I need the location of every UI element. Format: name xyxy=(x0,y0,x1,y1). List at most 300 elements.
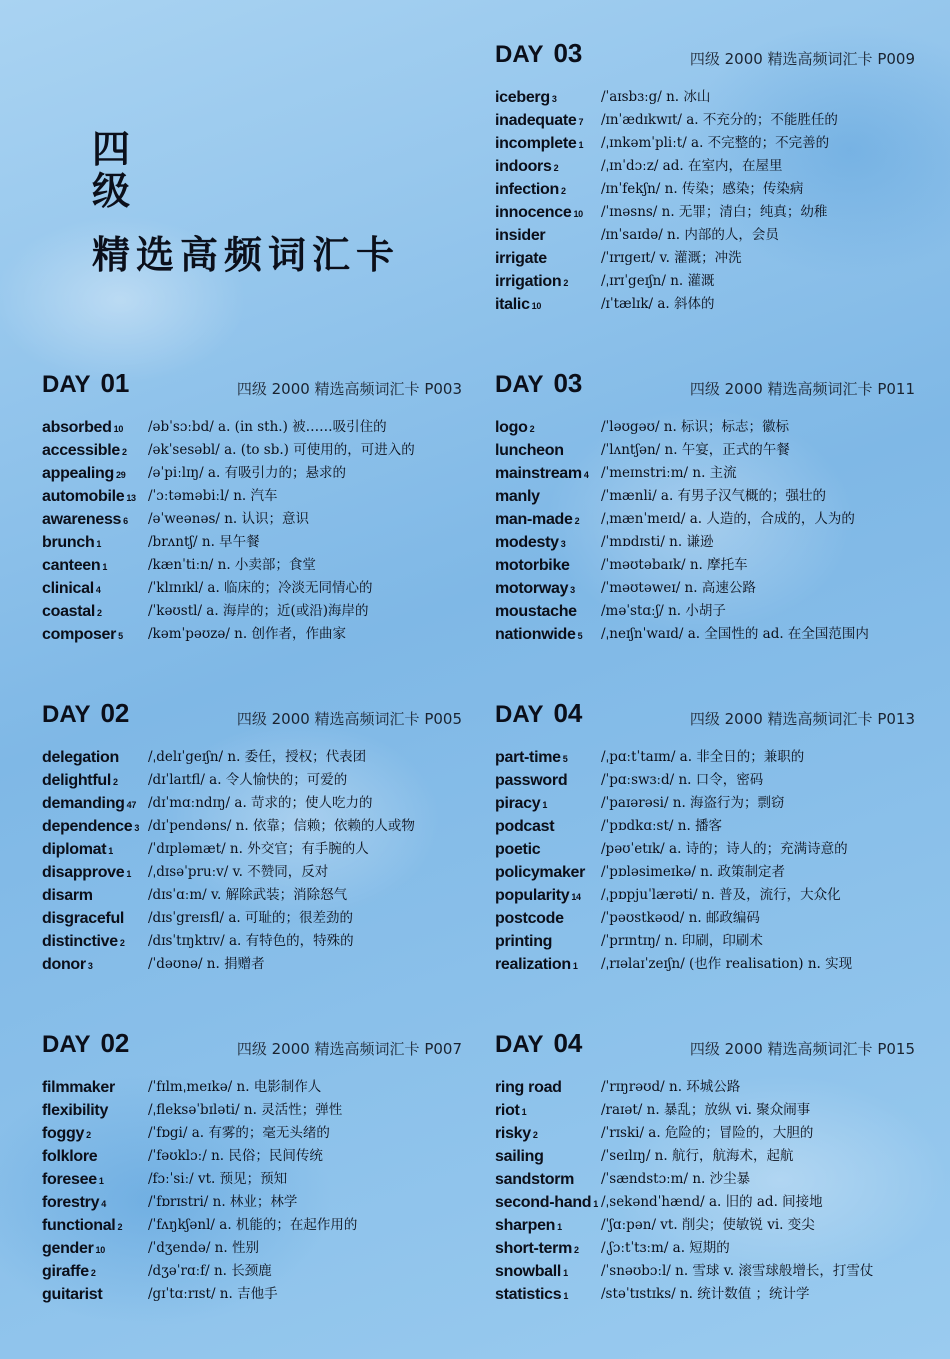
headword: realization xyxy=(495,956,571,973)
definition: /dɪsˈgreɪsfl/ a. 可耻的；很差劲的 xyxy=(148,910,353,926)
headword: automobile xyxy=(42,488,125,505)
definition: /ˌneɪʃnˈwaɪd/ a. 全国性的 ad. 在全国范围内 xyxy=(601,626,869,642)
word-cell xyxy=(495,838,601,861)
word-row xyxy=(495,155,915,178)
headword: sharpen xyxy=(495,1217,556,1234)
definition: /ˌdelɪˈgeɪʃn/ n. 委任，授权；代表团 xyxy=(148,749,367,765)
section-header xyxy=(42,1028,462,1068)
word-cell xyxy=(495,907,601,930)
headword: awareness xyxy=(42,511,122,528)
frequency-count: 3 xyxy=(134,823,140,833)
title-line-3: 精选高频词汇卡 xyxy=(92,233,401,277)
definition: /ˈpɒdkɑːst/ n. 播客 xyxy=(601,818,723,834)
frequency-count: 6 xyxy=(123,516,128,526)
headword: sandstorm xyxy=(495,1171,575,1188)
word-cell xyxy=(42,439,148,462)
day-number: 04 xyxy=(553,698,583,728)
headword: mainstream xyxy=(495,465,582,482)
word-cell xyxy=(495,554,601,577)
word-row xyxy=(42,769,462,792)
day-number: 03 xyxy=(553,38,583,68)
definition: /ˌrɪəlaɪˈzeɪʃn/ (也作 realisation) n. 实现 xyxy=(601,956,853,972)
word-cell xyxy=(42,1260,148,1283)
headword: poetic xyxy=(495,841,541,858)
word-cell xyxy=(495,531,601,554)
cover-title xyxy=(92,128,400,276)
frequency-count: 5 xyxy=(118,631,123,641)
word-cell xyxy=(495,1237,601,1260)
word-cell xyxy=(495,930,601,953)
word-row xyxy=(42,508,462,531)
headword: disarm xyxy=(42,887,93,904)
word-cell xyxy=(42,1122,148,1145)
frequency-count: 1 xyxy=(102,562,108,572)
word-cell xyxy=(42,577,148,600)
word-cell xyxy=(495,224,601,247)
definition: /əkˈsesəbl/ a. (to sb.) 可使用的，可进入的 xyxy=(148,442,415,458)
definition: /ˌmænˈmeɪd/ a. 人造的，合成的，人为的 xyxy=(601,511,855,527)
headword: statistics xyxy=(495,1286,562,1303)
definition: /ˈlʌntʃən/ n. 午宴，正式的午餐 xyxy=(601,442,790,458)
frequency-count: 2 xyxy=(574,516,580,526)
headword: modesty xyxy=(495,534,559,551)
definition: /əˈweənəs/ n. 认识；意识 xyxy=(148,511,310,527)
word-list xyxy=(42,1076,462,1306)
word-row xyxy=(495,224,915,247)
word-cell xyxy=(42,884,148,907)
section-header xyxy=(495,368,915,408)
frequency-count: 2 xyxy=(119,938,125,948)
definition: /ɪnˈsaɪdə/ n. 内部的人，会员 xyxy=(601,227,779,243)
definition: /dɪˈmɑːndɪŋ/ a. 苛求的；使人吃力的 xyxy=(148,795,373,811)
definition: /ˈpɑːswɜːd/ n. 口令，密码 xyxy=(601,772,764,788)
frequency-count: 3 xyxy=(551,94,557,104)
definition: /ˈsnəʊbɔːl/ n. 雪球 v. 滚雪球般增长，打雪仗 xyxy=(601,1263,874,1279)
word-row xyxy=(495,838,915,861)
definition: /ˈfɒrɪstri/ n. 林业；林学 xyxy=(148,1194,298,1210)
word-row xyxy=(495,746,915,769)
word-row xyxy=(495,577,915,600)
headword: indoors xyxy=(495,158,552,175)
day-number: 03 xyxy=(553,368,583,398)
headword: delightful xyxy=(42,772,111,789)
word-cell xyxy=(495,508,601,531)
headword: part-time xyxy=(495,749,561,766)
word-list xyxy=(495,416,915,646)
word-cell xyxy=(42,508,148,531)
word-cell xyxy=(42,1168,148,1191)
word-cell xyxy=(495,861,601,884)
word-cell xyxy=(42,746,148,769)
frequency-count: 3 xyxy=(560,539,566,549)
word-cell xyxy=(42,531,148,554)
definition: /ɪnˈfekʃn/ n. 传染；感染；传染病 xyxy=(601,181,804,197)
frequency-count: 1 xyxy=(542,800,548,810)
definition: /fɔːˈsiː/ vt. 预见；预知 xyxy=(148,1171,288,1187)
definition: /ˈdəʊnə/ n. 捐赠者 xyxy=(148,956,265,972)
frequency-count: 2 xyxy=(97,608,102,618)
definition: /ˈpaɪərəsi/ n. 海盗行为；剽窃 xyxy=(601,795,785,811)
headword: printing xyxy=(495,933,553,950)
day-word: DAY xyxy=(495,701,544,728)
headword: coastal xyxy=(42,603,96,620)
headword: clinical xyxy=(42,580,94,597)
word-row xyxy=(495,1191,915,1214)
word-cell xyxy=(42,1099,148,1122)
definition: /ˌɪrɪˈgeɪʃn/ n. 灌溉 xyxy=(601,273,715,289)
word-row xyxy=(495,293,915,316)
definition: /ˈpəʊstkəʊd/ n. 邮政编码 xyxy=(601,910,760,926)
headword: piracy xyxy=(495,795,541,812)
definition: /məˈstɑːʃ/ n. 小胡子 xyxy=(601,603,726,619)
frequency-count: 1 xyxy=(572,961,578,971)
frequency-count: 2 xyxy=(113,777,118,787)
definition: /ˌɪnkəmˈpliːt/ a. 不完整的；不完善的 xyxy=(601,135,830,151)
headword: incomplete xyxy=(495,135,577,152)
word-cell xyxy=(495,86,601,109)
word-cell xyxy=(495,485,601,508)
definition: /ˈseɪlɪŋ/ n. 航行，航海术，起航 xyxy=(601,1148,794,1164)
word-row xyxy=(495,930,915,953)
frequency-count: 2 xyxy=(560,186,566,196)
definition: /ˈfɒgi/ a. 有雾的；毫无头绪的 xyxy=(148,1125,330,1141)
word-cell xyxy=(42,838,148,861)
word-row xyxy=(42,485,462,508)
definition: /ˌdɪsəˈpruːv/ v. 不赞同，反对 xyxy=(148,864,329,880)
headword: folklore xyxy=(42,1148,98,1165)
definition: /ˈfɪlmˌmeɪkə/ n. 电影制作人 xyxy=(148,1079,322,1095)
headword: policymaker xyxy=(495,864,586,881)
section-header xyxy=(495,698,915,738)
frequency-count: 1 xyxy=(96,539,102,549)
vocab-card-p009 xyxy=(495,38,915,316)
headword: appealing xyxy=(42,465,114,482)
frequency-count: 3 xyxy=(570,585,575,595)
definition: /ˈsændstɔːm/ n. 沙尘暴 xyxy=(601,1171,751,1187)
word-cell xyxy=(42,554,148,577)
frequency-count: 4 xyxy=(95,585,101,595)
word-row xyxy=(42,861,462,884)
word-row xyxy=(42,600,462,623)
word-row xyxy=(495,439,915,462)
word-row xyxy=(495,462,915,485)
word-cell xyxy=(495,1076,601,1099)
definition: /ˈɪrɪgeɪt/ v. 灌溉；冲洗 xyxy=(601,250,742,266)
frequency-count: 1 xyxy=(593,1199,598,1209)
frequency-count: 5 xyxy=(562,754,568,764)
day-word: DAY xyxy=(495,1031,544,1058)
day-word: DAY xyxy=(495,41,544,68)
definition: /əbˈsɔːbd/ a. (in sth.) 被……吸引住的 xyxy=(148,419,387,435)
headword: composer xyxy=(42,626,117,643)
day-number: 01 xyxy=(100,368,130,398)
word-cell xyxy=(495,293,601,316)
word-list xyxy=(495,746,915,976)
frequency-count: 2 xyxy=(117,1222,123,1232)
section-header xyxy=(42,698,462,738)
vocab-card-p013 xyxy=(495,698,915,976)
word-row xyxy=(42,838,462,861)
word-cell xyxy=(495,769,601,792)
definition: /ˌpɑːtˈtaɪm/ a. 非全日的；兼职的 xyxy=(601,749,805,765)
headword: foresee xyxy=(42,1171,97,1188)
day-label xyxy=(495,698,582,729)
headword: delegation xyxy=(42,749,120,766)
word-cell xyxy=(495,247,601,270)
day-word: DAY xyxy=(42,1031,91,1058)
word-list xyxy=(42,416,462,646)
word-row xyxy=(42,746,462,769)
word-row xyxy=(495,485,915,508)
word-cell xyxy=(42,600,148,623)
word-cell xyxy=(495,109,601,132)
day-label xyxy=(495,38,582,69)
definition: /ˈməʊtəbaɪk/ n. 摩托车 xyxy=(601,557,748,573)
definition: /ɪˈtælɪk/ a. 斜体的 xyxy=(601,296,715,312)
frequency-count: 1 xyxy=(108,846,113,856)
frequency-count: 1 xyxy=(98,1176,104,1186)
definition: /ˈrɪŋrəʊd/ n. 环城公路 xyxy=(601,1079,741,1095)
definition: /ˈmeɪnstriːm/ n. 主流 xyxy=(601,465,737,481)
word-row xyxy=(495,1099,915,1122)
word-cell xyxy=(495,201,601,224)
word-row xyxy=(495,109,915,132)
frequency-count: 4 xyxy=(101,1199,106,1209)
word-cell xyxy=(495,600,601,623)
word-row xyxy=(495,792,915,815)
headword: man-made xyxy=(495,511,573,528)
headword: functional xyxy=(42,1217,116,1234)
definition: /ˈrɪski/ a. 危险的；冒险的，大胆的 xyxy=(601,1125,814,1141)
word-row xyxy=(42,1214,462,1237)
word-cell xyxy=(495,792,601,815)
word-row xyxy=(495,1283,915,1306)
title-line-2: 级 xyxy=(92,169,132,213)
word-row xyxy=(495,1260,915,1283)
word-cell xyxy=(42,907,148,930)
word-row xyxy=(495,1237,915,1260)
frequency-count: 14 xyxy=(571,892,581,902)
day-number: 02 xyxy=(100,1028,130,1058)
word-cell xyxy=(495,439,601,462)
word-cell xyxy=(495,270,601,293)
title-line-1: 四 xyxy=(92,127,132,171)
frequency-count: 2 xyxy=(529,424,535,434)
headword: inadequate xyxy=(495,112,577,129)
word-row xyxy=(495,247,915,270)
word-row xyxy=(42,930,462,953)
word-row xyxy=(495,884,915,907)
word-row xyxy=(42,439,462,462)
definition: /brʌntʃ/ n. 早午餐 xyxy=(148,534,260,550)
word-row xyxy=(495,132,915,155)
definition: /ˈʃɑːpən/ vt. 削尖；使敏锐 vi. 变尖 xyxy=(601,1217,815,1233)
word-cell xyxy=(495,1145,601,1168)
definition: /dɪˈpendəns/ n. 依靠；信赖；依赖的人或物 xyxy=(148,818,415,834)
word-cell xyxy=(42,1076,148,1099)
headword: iceberg xyxy=(495,89,550,106)
word-row xyxy=(42,1145,462,1168)
word-row xyxy=(42,1283,462,1306)
definition: /gɪˈtɑːrɪst/ n. 吉他手 xyxy=(148,1286,278,1302)
word-row xyxy=(42,1099,462,1122)
day-label xyxy=(42,1028,129,1059)
section-header xyxy=(495,38,915,78)
definition: /raɪət/ n. 暴乱；放纵 vi. 聚众闹事 xyxy=(601,1102,811,1118)
headword: brunch xyxy=(42,534,95,551)
word-cell xyxy=(42,861,148,884)
word-row xyxy=(495,270,915,293)
definition: /dɪsˈtɪŋktɪv/ a. 有特色的，特殊的 xyxy=(148,933,354,949)
headword: motorway xyxy=(495,580,569,597)
headword: innocence xyxy=(495,204,572,221)
word-row xyxy=(42,416,462,439)
page-reference: 四级 2000 精选高频词汇卡 P005 xyxy=(236,710,462,728)
word-cell xyxy=(42,792,148,815)
word-row xyxy=(42,554,462,577)
word-cell xyxy=(42,769,148,792)
word-cell xyxy=(42,930,148,953)
headword: short-term xyxy=(495,1240,573,1257)
word-cell xyxy=(42,1283,148,1306)
word-row xyxy=(42,1237,462,1260)
word-row xyxy=(42,1168,462,1191)
day-word: DAY xyxy=(42,701,91,728)
definition: /dɪsˈɑːm/ v. 解除武装；消除怒气 xyxy=(148,887,348,903)
page-reference: 四级 2000 精选高频词汇卡 P003 xyxy=(236,380,462,398)
word-cell xyxy=(42,1237,148,1260)
word-row xyxy=(495,508,915,531)
word-cell xyxy=(42,485,148,508)
headword: irrigation xyxy=(495,273,562,290)
word-cell xyxy=(42,623,148,646)
word-row xyxy=(42,815,462,838)
headword: filmmaker xyxy=(42,1079,115,1096)
word-row xyxy=(42,1122,462,1145)
definition: /ˌʃɔːtˈtɜːm/ a. 短期的 xyxy=(601,1240,730,1256)
frequency-count: 1 xyxy=(563,1268,568,1278)
day-label xyxy=(495,368,582,399)
word-row xyxy=(495,769,915,792)
definition: /ˌɪnˈdɔːz/ ad. 在室内，在屋里 xyxy=(601,158,783,174)
frequency-count: 1 xyxy=(563,1291,569,1301)
headword: disgraceful xyxy=(42,910,125,927)
headword: risky xyxy=(495,1125,531,1142)
day-label xyxy=(495,1028,582,1059)
section-header xyxy=(495,1028,915,1068)
vocab-card-p005 xyxy=(42,698,462,976)
word-cell xyxy=(495,155,601,178)
definition: /ˈdɪpləmæt/ n. 外交官；有手腕的人 xyxy=(148,841,369,857)
definition: /ˌfleksəˈbɪləti/ n. 灵活性；弹性 xyxy=(148,1102,343,1118)
word-row xyxy=(42,907,462,930)
word-row xyxy=(495,623,915,646)
definition: /ˈfəʊklɔː/ n. 民俗；民间传统 xyxy=(148,1148,323,1164)
frequency-count: 1 xyxy=(557,1222,562,1232)
word-cell xyxy=(495,1122,601,1145)
headword: podcast xyxy=(495,818,555,835)
definition: /ˌsekəndˈhænd/ a. 旧的 ad. 间接地 xyxy=(601,1194,823,1210)
headword: motorbike xyxy=(495,557,570,574)
headword: donor xyxy=(42,956,86,973)
word-row xyxy=(495,178,915,201)
definition: /ˈməʊtəweɪ/ n. 高速公路 xyxy=(601,580,756,596)
page-reference: 四级 2000 精选高频词汇卡 P015 xyxy=(689,1040,915,1058)
definition: /ˈdʒendə/ n. 性别 xyxy=(148,1240,259,1256)
headword: moustache xyxy=(495,603,577,620)
word-row xyxy=(42,953,462,976)
word-cell xyxy=(495,416,601,439)
vocab-card-p007 xyxy=(42,1028,462,1306)
headword: foggy xyxy=(42,1125,85,1142)
page-reference: 四级 2000 精选高频词汇卡 P007 xyxy=(236,1040,462,1058)
word-row xyxy=(42,1191,462,1214)
headword: sailing xyxy=(495,1148,544,1165)
headword: irrigate xyxy=(495,250,547,267)
headword: canteen xyxy=(42,557,101,574)
definition: /ˈkəʊstl/ a. 海岸的；近(或沿)海岸的 xyxy=(148,603,369,619)
frequency-count: 10 xyxy=(95,1245,105,1255)
definition: /dɪˈlaɪtfl/ a. 令人愉快的；可爱的 xyxy=(148,772,348,788)
vocab-card-p015 xyxy=(495,1028,915,1306)
day-label xyxy=(42,698,129,729)
word-row xyxy=(495,815,915,838)
frequency-count: 2 xyxy=(563,278,569,288)
frequency-count: 2 xyxy=(532,1130,538,1140)
section-header xyxy=(42,368,462,408)
day-label xyxy=(42,368,129,399)
frequency-count: 47 xyxy=(126,800,137,810)
word-row xyxy=(495,86,915,109)
frequency-count: 4 xyxy=(583,470,589,480)
headword: ring road xyxy=(495,1079,562,1096)
headword: diplomat xyxy=(42,841,107,858)
definition: /stəˈtɪstɪks/ n. 统计数值 ；统计学 xyxy=(601,1286,810,1302)
word-row xyxy=(495,1076,915,1099)
frequency-count: 1 xyxy=(578,140,584,150)
word-cell xyxy=(495,462,601,485)
frequency-count: 3 xyxy=(87,961,93,971)
word-row xyxy=(495,1145,915,1168)
word-cell xyxy=(42,416,148,439)
frequency-count: 10 xyxy=(531,301,542,311)
definition: /ˈmɒdɪsti/ n. 谦逊 xyxy=(601,534,714,550)
word-cell xyxy=(42,1214,148,1237)
page-reference: 四级 2000 精选高频词汇卡 P013 xyxy=(689,710,915,728)
vocab-card-p003 xyxy=(42,368,462,646)
word-row xyxy=(42,1260,462,1283)
definition: /əˈpiːlɪŋ/ a. 有吸引力的；悬求的 xyxy=(148,465,347,481)
headword: gender xyxy=(42,1240,94,1257)
frequency-count: 2 xyxy=(86,1130,91,1140)
headword: dependence xyxy=(42,818,133,835)
word-row xyxy=(495,1214,915,1237)
frequency-count: 1 xyxy=(521,1107,527,1117)
definition: /ˌpɒpjuˈlærəti/ n. 普及，流行，大众化 xyxy=(601,887,841,903)
vocab-card-p011 xyxy=(495,368,915,646)
headword: flexibility xyxy=(42,1102,109,1119)
word-cell xyxy=(495,953,601,976)
definition: /kəmˈpəʊzə/ n. 创作者，作曲家 xyxy=(148,626,346,642)
word-cell xyxy=(495,884,601,907)
word-cell xyxy=(495,178,601,201)
headword: infection xyxy=(495,181,559,198)
definition: /ˈaɪsbɜːg/ n. 冰山 xyxy=(601,89,711,105)
definition: /ˈprɪntɪŋ/ n. 印刷，印刷术 xyxy=(601,933,763,949)
headword: password xyxy=(495,772,568,789)
word-cell xyxy=(42,953,148,976)
day-number: 04 xyxy=(553,1028,583,1058)
